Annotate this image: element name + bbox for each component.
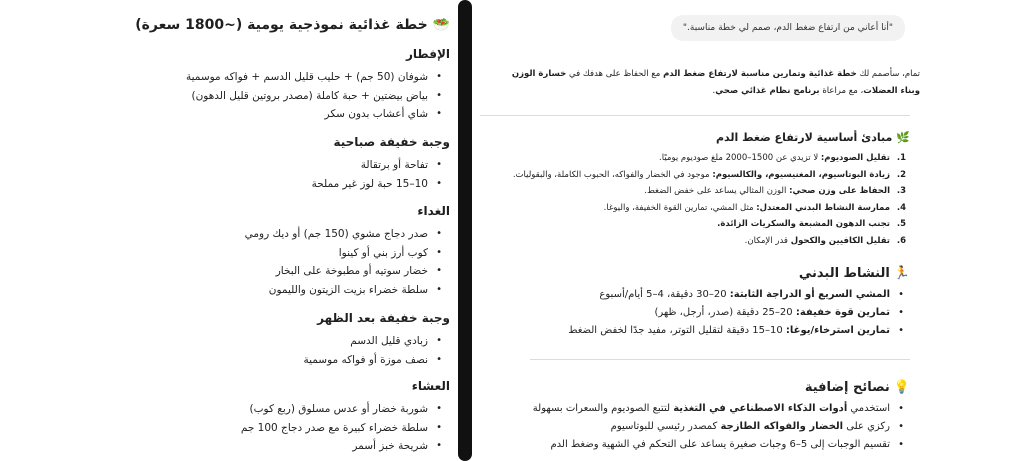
item-text: كمصدر رئيسي للبوتاسيوم [610,421,721,432]
list-item: • تفاحة أو برتقالة [312,156,450,175]
tips-heading [533,380,910,395]
lunch-section [245,204,450,299]
heading-text: مبادئ أساسية لارتفاع ضغط الدم [715,131,893,144]
tips-section [533,380,910,454]
list-item: • شاي أعشاب بدون سكر [186,105,450,124]
activity-heading [568,266,910,281]
intro-bold: برنامج نظام غذائي صحي [715,86,820,96]
item-number: 1. [896,153,906,163]
item-number: 3. [896,186,906,196]
list-item: • خضار سوتيه أو مطبوخة على البخار [245,262,450,281]
item-number: 5. [896,219,906,229]
list-item: • نصف موزة أو فواكه موسمية [303,351,450,370]
item-bold: أدوات الذكاء الاصطناعي في التغذية [673,403,848,414]
list-item: • سلطة خضراء بزيت الزيتون والليمون [245,281,450,300]
item-text: موجود في الخضار والفواكه، الحبوب الكاملة، والبقوليات. [512,169,713,180]
tip-item [533,436,910,454]
item-text: تقسيم الوجبات إلى 5–6 وجبات صغيرة يساعد على التحكم في الشهية وضغط الدم [550,439,890,450]
section-heading: الغداء [417,204,450,218]
item-bold: تقليل الكافيين والكحول [790,235,890,246]
item-text: قدر الإمكان. [744,235,791,246]
list-item: • زبادي قليل الدسم [303,332,450,351]
tip-item [533,400,910,418]
intro-text: ، مع مراعاة [819,86,864,96]
intro-bold: خطة غذائية وتمارين مناسبة لارتفاع ضغط الدم [663,69,857,79]
principle-item [513,233,910,250]
item-bold: تقليل الصوديوم: [820,153,890,163]
section-heading: العشاء [411,379,450,393]
heading-text: النشاط البدني [798,266,890,281]
chat-pane [480,0,920,461]
herb-icon: 🌿 [896,131,910,144]
principle-item [513,183,910,200]
heading-text: نصائح إضافية [804,380,890,395]
item-bold: تمارين استرخاء/يوغا: [785,325,890,336]
item-number: 2. [896,169,906,180]
pane-divider-scrollbar[interactable] [458,0,472,461]
tip-item [533,418,910,436]
item-text: 10–15 دقيقة لتقليل التوتر، مفيد جدًا لخفض الضغط [568,325,786,336]
activity-item [568,322,910,340]
section-heading: الإفطار [405,47,450,61]
item-text: الوزن المثالي يساعد على خفض الضغط. [644,186,790,196]
principle-item [513,200,910,217]
list-item: • صدر دجاج مشوي (150 جم) أو ديك رومي [245,225,450,244]
breakfast-section [186,47,450,124]
item-bold: الخضار والفواكه الطازجة [720,421,844,432]
list-item: • شوربة خضار أو عدس مسلوق (ربع كوب) [241,400,450,419]
item-text: استخدمي [847,403,890,414]
item-bold: تجنب الدهون المشبعة والسكريات الزائدة. [717,219,890,229]
list-item: • 10–15 حبة لوز غير مملحة [312,175,450,194]
item-number: 6. [896,235,906,246]
activity-item [568,286,910,304]
morning-snack-section [312,135,450,193]
item-text: 20–25 دقيقة (صدر، أرجل، ظهر) [654,307,796,318]
assistant-intro [490,66,920,100]
list-item: • بياض بيضتين + حبة كاملة (مصدر بروتين قليل الدهون) [186,87,450,106]
principle-item [513,150,910,167]
lightbulb-icon: 💡 [893,380,910,395]
principles-heading [513,131,910,144]
list-item: • سلطة خضراء كبيرة مع صدر دجاج 100 جم [241,419,450,438]
principle-item [513,216,910,233]
meal-plan-pane [135,0,450,461]
list-item: • شريحة خبز أسمر [241,437,450,456]
section-heading: وجبة خفيفة صباحية [333,135,450,149]
item-text: مثل المشي، تمارين القوة الخفيفة، واليوغا. [603,202,757,213]
user-message-bubble: "أنا أعاني من ارتفاع ضغط الدم، صمم لي خطة مناسبة." [671,15,905,41]
intro-text: . [712,86,716,96]
list-item: • كوب أرز بني أو كينوا [245,244,450,263]
item-text: ركزي على [843,421,890,432]
principles-section [513,131,910,249]
intro-text: مع الحفاظ على هدفك في [566,69,664,79]
item-text: لتتبع الصوديوم والسعرات بسهولة [532,403,674,414]
running-icon: 🏃 [893,266,910,281]
item-bold: تمارين قوة خفيفة: [795,307,890,318]
activity-item [568,304,910,322]
divider-line [530,359,910,360]
item-bold: ممارسة النشاط البدني المعتدل: [756,202,890,213]
item-bold: زيادة البوتاسيوم، المغنيسيوم، والكالسيوم: [712,169,890,180]
intro-bold: خسارة الوزن وبناء العضلات [511,69,920,96]
item-number: 4. [896,202,906,213]
dinner-section [241,379,450,456]
meal-plan-title: 🥗 خطة غذائية نموذجية يومية (~1800 سعرة) [135,17,450,33]
activity-section [568,266,910,340]
item-text: 20–30 دقيقة، 4–5 أيام/أسبوع [599,289,730,300]
intro-text: تمام، سأصمم لك [856,69,920,79]
list-item: • شوفان (50 جم) + حليب قليل الدسم + فواكه موسمية [186,68,450,87]
section-heading: وجبة خفيفة بعد الظهر [317,311,450,325]
item-text: لا تزيدي عن 1500–2000 ملغ صوديوم يوميًا. [659,153,821,163]
afternoon-snack-section [303,311,450,369]
principle-item [513,167,910,184]
item-bold: الحفاظ على وزن صحي: [789,186,890,196]
divider-line [480,115,910,116]
item-bold: المشي السريع أو الدراجة الثابتة: [729,289,890,300]
